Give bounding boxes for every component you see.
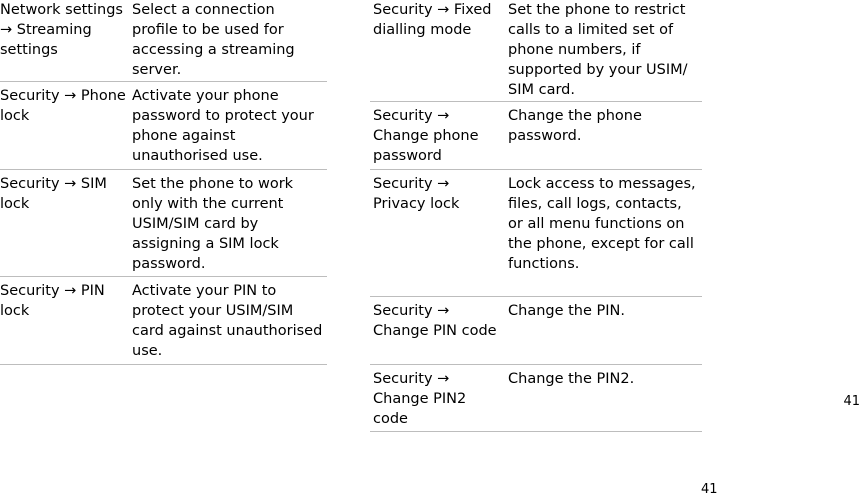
table-row [0,82,327,170]
setting-description: Change the PIN2. [508,371,635,387]
setting-description: Change the phone password. [508,108,642,144]
table-row [370,365,702,432]
setting-path: Security → Privacy lock [373,176,460,212]
table-row [0,170,327,277]
setting-path: Security → SIM lock [0,176,107,212]
table-row [370,0,702,102]
table-row [0,0,327,82]
table-row [370,297,702,365]
table-row [370,170,702,297]
setting-path: Security → Change PIN code [373,303,497,339]
page-number-side: 41 [843,394,860,409]
setting-description: Activate your PIN to protect your USIM/SIM card against unauthorised use. [132,283,323,359]
table-row [0,277,327,365]
settings-table-left [0,0,327,365]
setting-description: Set the phone to restrict calls to a limited set of phone numbers, if supported by your USIM/ SIM card. [508,2,688,98]
settings-table-right [370,0,702,432]
setting-description: Select a connection profile to be used for accessing a streaming server. [132,2,295,78]
setting-path: Security → Phone lock [0,88,126,124]
setting-description: Set the phone to work only with the current USIM/SIM card by assigning a SIM lock password. [132,176,294,272]
setting-description: Lock access to messages, files, call logs, contacts, or all menu functions on the phone, except for call functions. [508,176,696,272]
setting-path: Security → PIN lock [0,283,105,319]
page-number-bottom: 41 [701,482,718,497]
setting-description: Change the PIN. [508,303,626,319]
setting-path: Security → Change phone password [373,108,479,164]
setting-path: Network settings → Streaming settings [0,2,123,58]
table-row [370,102,702,170]
setting-description: Activate your phone password to protect your phone against unauthorised use. [132,88,314,164]
setting-path: Security → Fixed dialling mode [373,2,492,38]
setting-path: Security → Change PIN2 code [373,371,467,427]
